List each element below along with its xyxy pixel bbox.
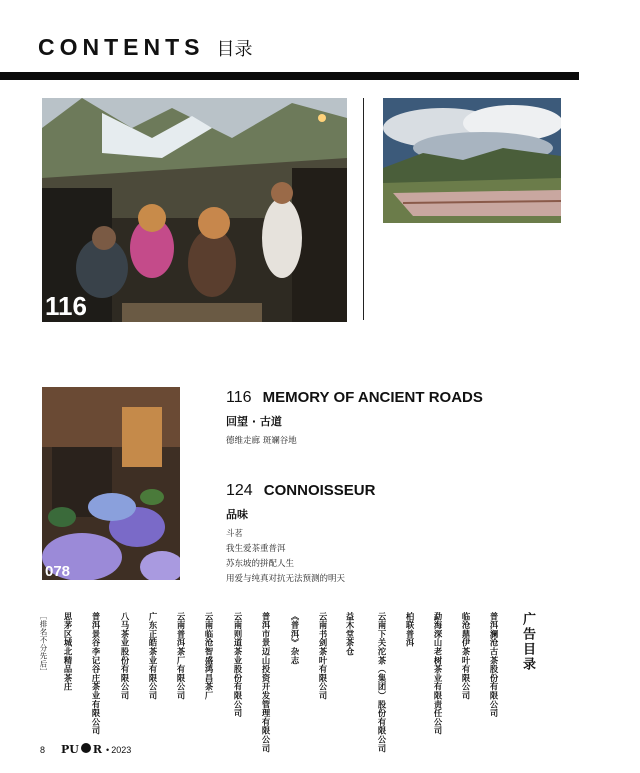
advertiser-entry: 云南普洱茶厂有限公司 (176, 612, 186, 700)
contents-title-en: CONTENTS (38, 34, 205, 60)
photo-hydrangea[interactable] (42, 387, 180, 580)
article-title[interactable]: 苏东坡的拼配人生 (226, 559, 295, 569)
photo-villagers-image (42, 98, 347, 322)
advertiser-note: ［排名不分先后］ (39, 612, 48, 676)
article-title[interactable]: 德维走廊 斑斓谷地 (226, 436, 297, 446)
advertiser-entry: 云南临沧智盛鸿昌茶厂 (204, 612, 214, 700)
photo-terrace-image (383, 98, 561, 223)
advertiser-entry: 普洱景谷李记谷庄茶业有限公司 (91, 612, 101, 736)
section-2-page: 124 (226, 482, 253, 499)
issue-year: 2023 (111, 744, 132, 755)
section-1-title: MEMORY OF ANCIENT ROADS (262, 389, 483, 406)
advertiser-entry: 柏联普洱 (405, 612, 415, 648)
advertiser-index-title: 广告目录 (520, 612, 535, 672)
bullet-icon: • (106, 744, 110, 755)
advertiser-entry: 临沧鼎伊茶叶有限公司 (461, 612, 471, 700)
advertiser-entry: 普洱市景迈山投资开发管理有限公司 (261, 612, 271, 753)
photo-hydrangea-page-number: 078 (45, 563, 71, 580)
advertiser-entry: 云南则道茶业股份有限公司 (233, 612, 243, 718)
logo-dot-icon (81, 743, 91, 753)
header-rule (0, 72, 579, 80)
advertiser-entry: 思茅区城北精品茶庄 (63, 612, 73, 692)
section-1-items (226, 434, 297, 449)
section-2-title: CONNOISSEUR (263, 482, 376, 499)
section-2-title-zh: 品味 (226, 508, 248, 521)
page-footer (40, 743, 131, 756)
photo-villagers-page-number: 116 (45, 291, 87, 321)
page-number: 8 (40, 744, 46, 755)
section-1-title-zh: 回望 · 古道 (226, 415, 282, 428)
advertiser-entry: 益木堂茶仓 (345, 612, 355, 656)
article-title[interactable]: 我生爱茶重普洱 (226, 544, 286, 554)
contents-title-zh: 目录 (216, 39, 253, 60)
contents-header (38, 34, 253, 64)
section-1-page: 116 (226, 389, 252, 406)
section-memory-of-ancient-roads[interactable] (226, 387, 483, 429)
article-title[interactable]: 斗茗 (226, 529, 244, 539)
magazine-logo-left: PU (61, 743, 79, 756)
section-connoisseur[interactable] (226, 480, 375, 522)
advertiser-entry: 八马茶业股份有限公司 (120, 612, 130, 700)
section-2-items (226, 527, 345, 587)
photo-villagers[interactable] (42, 98, 347, 322)
photo-hydrangea-image (42, 387, 180, 580)
magazine-logo-right: R (92, 743, 103, 756)
column-divider (363, 98, 364, 320)
advertiser-entry: 《普洱》杂志 (290, 612, 300, 665)
advertiser-entry: 广东正皓茶业有限公司 (148, 612, 158, 700)
advertiser-entry: 云南下关沱茶（集团）股份有限公司 (377, 612, 387, 753)
magazine-logo (61, 743, 102, 756)
photo-terrace[interactable] (383, 98, 561, 223)
advertiser-entry: 普洱澜沧古茶股份有限公司 (489, 612, 499, 718)
article-title[interactable]: 用爱与纯真对抗无法预测的明天 (226, 574, 346, 584)
advertiser-entry: 勐海深山老树茶业有限责任公司 (433, 612, 443, 736)
advertiser-entry: 云南书剑茶叶有限公司 (318, 612, 328, 700)
